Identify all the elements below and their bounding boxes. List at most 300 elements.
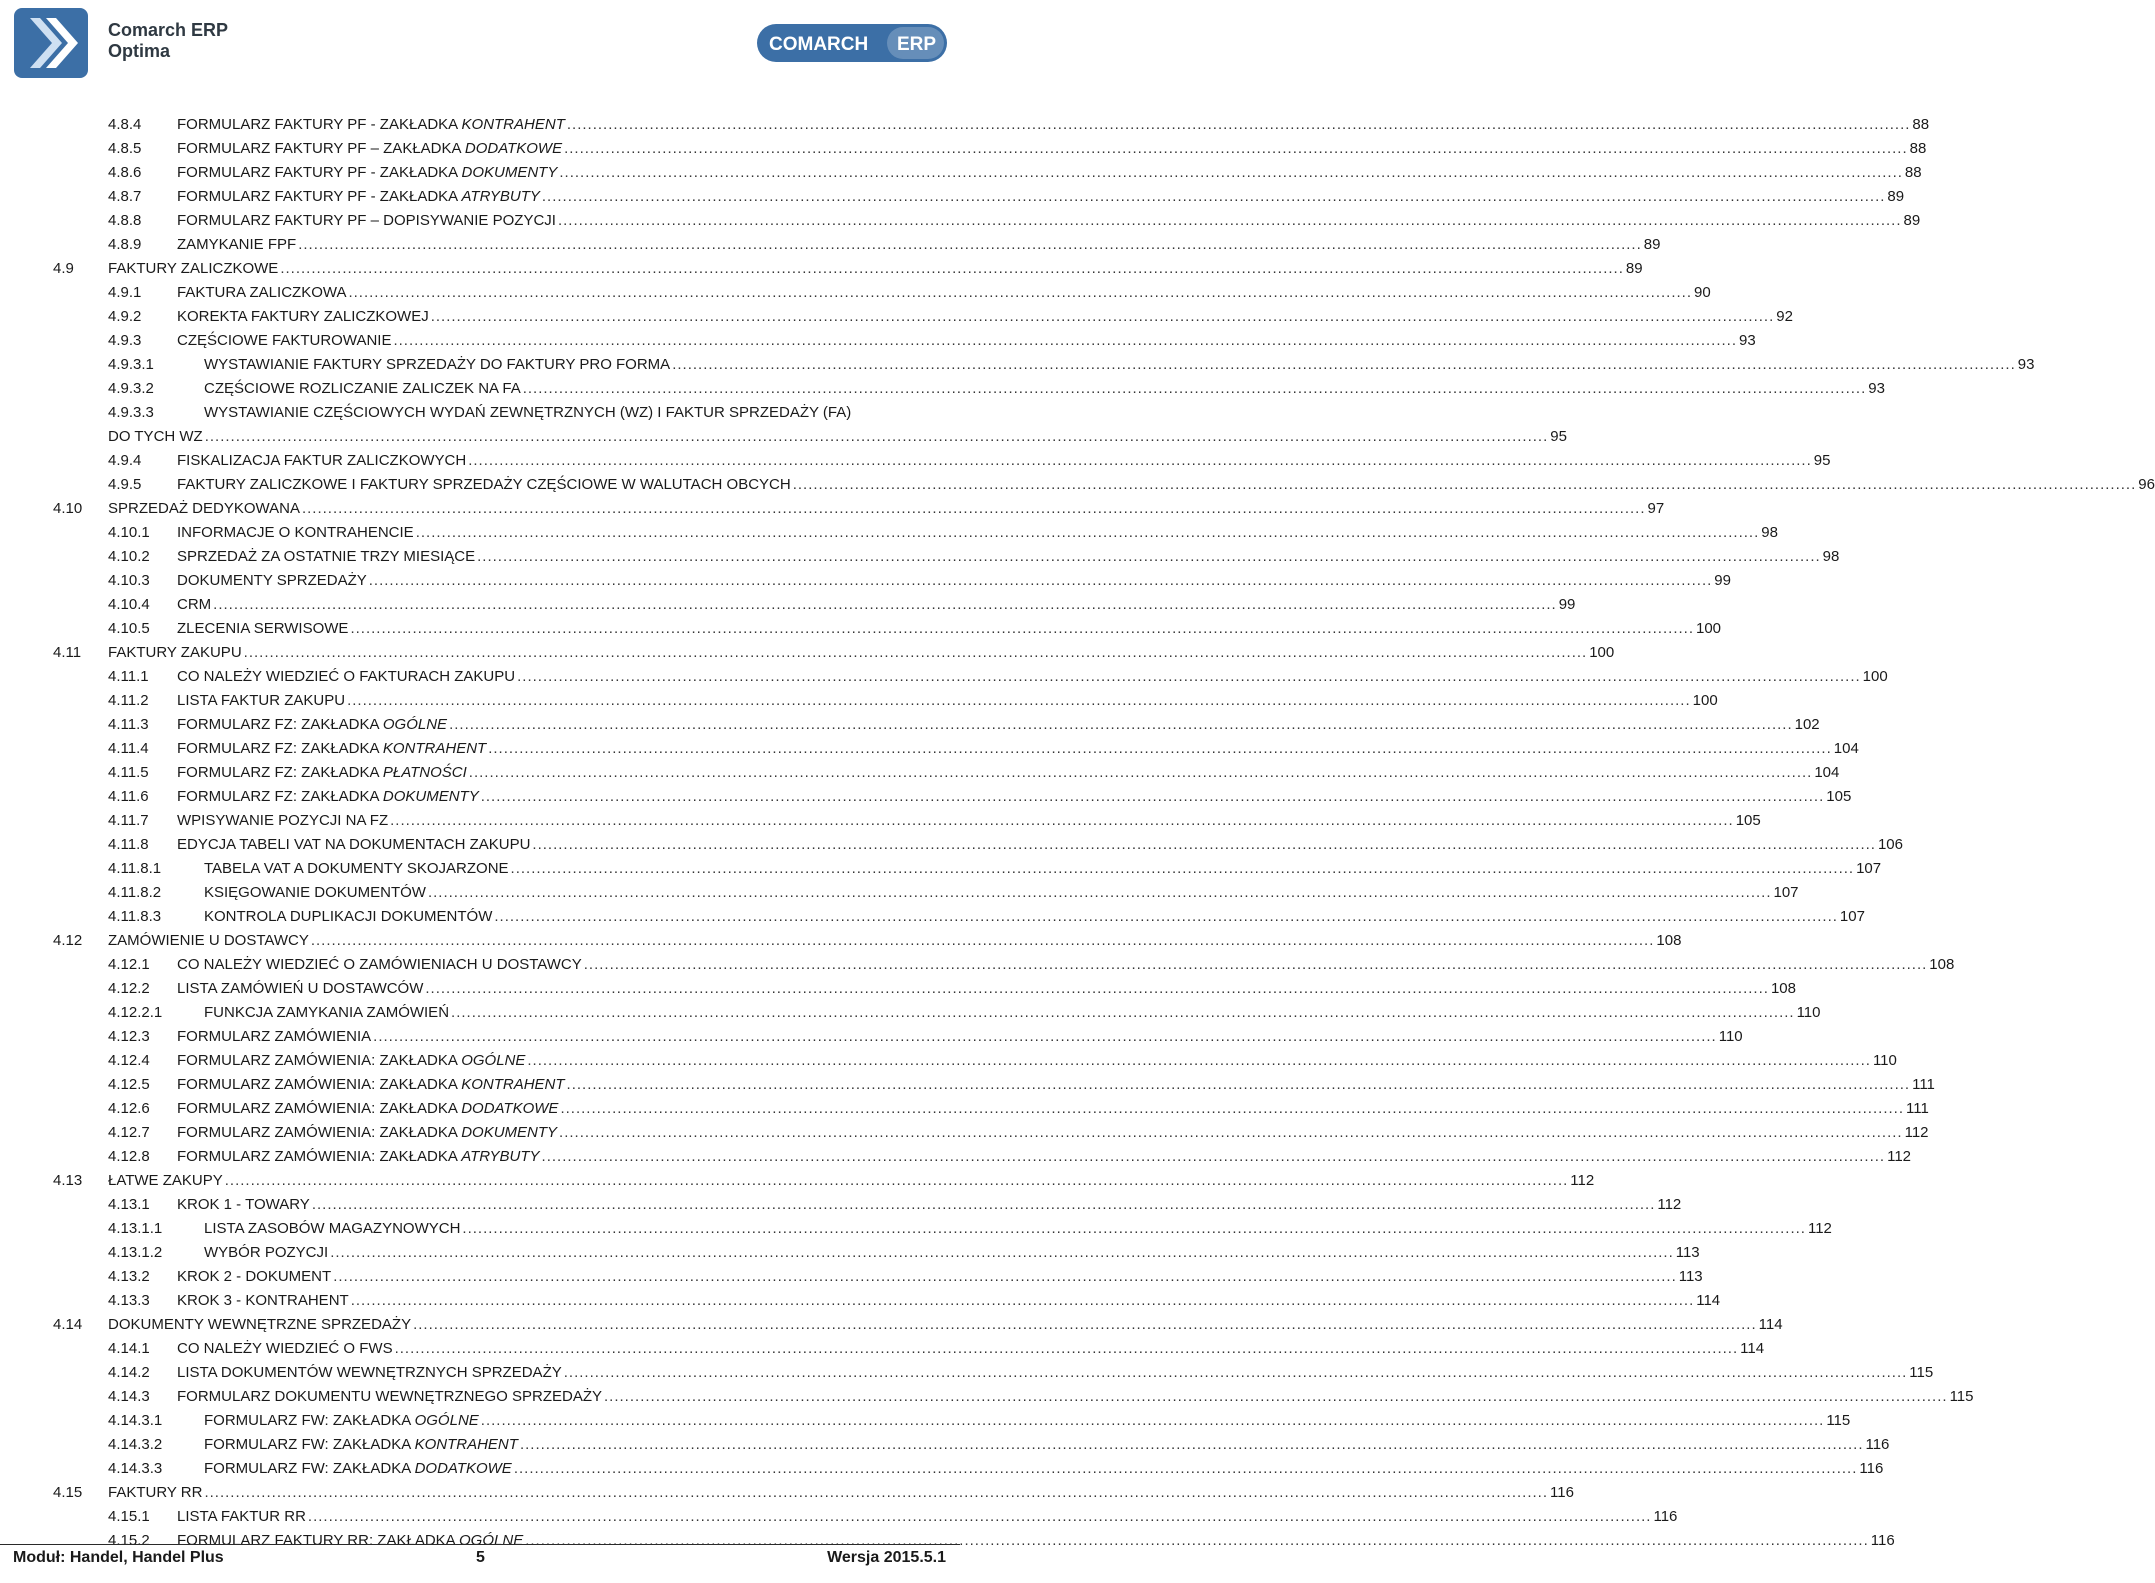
toc-entry-title — [108, 1313, 411, 1337]
dot-leader: .................................................................................................................................................................................................................................................................... — [425, 980, 1769, 997]
toc-entry[interactable] — [0, 1073, 1935, 1097]
toc-entry-line — [177, 233, 1661, 257]
toc-entry-page: 113 — [1678, 1268, 1703, 1285]
toc-entry[interactable] — [0, 593, 1576, 617]
toc-entry-title-text: KSIĘGOWANIE DOKUMENTÓW — [204, 884, 426, 901]
toc-entry-title — [177, 1361, 562, 1385]
toc-entry[interactable] — [0, 113, 1930, 137]
toc-entry-number: 4.13.1.1 — [108, 1220, 163, 1237]
dot-leader: .................................................................................................................................................................................................................................................................... — [333, 1268, 1677, 1285]
toc-entry[interactable] — [0, 1241, 1700, 1265]
toc-entry-title-text: LISTA FAKTUR ZAKUPU — [177, 692, 346, 709]
toc-entry-title-italic: OGÓLNE — [382, 716, 448, 733]
toc-entry-line — [177, 1265, 1703, 1289]
toc-entry[interactable] — [0, 1121, 1929, 1145]
toc-entry-line — [177, 737, 1859, 761]
toc-entry-title — [177, 593, 211, 617]
toc-entry-line — [204, 1001, 1821, 1025]
toc-entry-number: 4.9 — [53, 260, 74, 277]
toc-entry-number: 4.11.8.3 — [108, 908, 162, 925]
toc-entry-number: 4.9.3.3 — [108, 404, 154, 421]
toc-entry-page: 116 — [1865, 1436, 1890, 1453]
toc-entry-page: 89 — [1903, 212, 1921, 229]
toc-entry-title — [177, 1049, 525, 1073]
toc-entry[interactable] — [0, 881, 1799, 905]
toc-entry[interactable] — [0, 1409, 1851, 1433]
page-footer — [0, 1544, 960, 1573]
toc-entry-number: 4.10.2 — [108, 548, 150, 565]
toc-entry-page: 90 — [1694, 284, 1711, 301]
toc-entry-title-italic: ATRYBUTY — [461, 188, 540, 205]
toc-entry-line — [204, 1433, 1890, 1457]
toc-entry-line — [177, 329, 1756, 353]
toc-entry-line — [108, 929, 1682, 953]
toc-entry[interactable] — [0, 1217, 1832, 1241]
dot-leader: .................................................................................................................................................................................................................................................................... — [298, 236, 1642, 253]
toc-entry[interactable] — [0, 281, 1711, 305]
toc-entry-title-text: FORMULARZ FAKTURY PF - ZAKŁADKA — [177, 188, 462, 205]
toc-entry-line — [177, 1289, 1721, 1313]
toc-entry-page: 93 — [1739, 332, 1756, 349]
toc-entry-line — [177, 569, 1731, 593]
toc-entry[interactable] — [0, 185, 1905, 209]
toc-entry-number: 4.10 — [53, 500, 83, 517]
toc-entry[interactable] — [0, 377, 1885, 401]
toc-entry-line — [108, 425, 1567, 449]
toc-entry-title — [177, 1097, 558, 1121]
toc-entry-line — [177, 665, 1888, 689]
toc-entry[interactable] — [0, 977, 1796, 1001]
toc-entry-title-text: FAKTURY ZALICZKOWE — [108, 260, 279, 277]
toc-entry-number: 4.11.5 — [108, 764, 149, 781]
toc-entry-page: 112 — [1657, 1196, 1682, 1213]
toc-entry-page: 116 — [1859, 1460, 1884, 1477]
toc-entry-title-text: FISKALIZACJA FAKTUR ZALICZKOWYCH — [177, 452, 467, 469]
toc-entry-page: 111 — [1905, 1100, 1929, 1117]
dot-leader: .................................................................................................................................................................................................................................................................... — [480, 1412, 1825, 1429]
dot-leader: .................................................................................................................................................................................................................................................................... — [468, 452, 1812, 469]
toc-entry-title-italic: DOKUMENTY — [382, 788, 479, 805]
toc-entry-title-text: FORMULARZ ZAMÓWIENIA: ZAKŁADKA — [177, 1124, 462, 1141]
toc-entry[interactable] — [0, 497, 1665, 521]
toc-entry-title-text: FORMULARZ FZ: ZAKŁADKA — [177, 740, 383, 757]
toc-entry-title-text: FORMULARZ DOKUMENTU WEWNĘTRZNEGO SPRZEDAŻY — [177, 1388, 603, 1405]
dot-leader: .................................................................................................................................................................................................................................................................... — [311, 1196, 1656, 1213]
dot-leader: .................................................................................................................................................................................................................................................................... — [373, 1028, 1717, 1045]
toc-entry[interactable] — [0, 161, 1922, 185]
toc-entry-title — [204, 1433, 518, 1457]
toc-entry[interactable] — [0, 1049, 1897, 1073]
toc-entry-number: 4.9.2 — [108, 308, 142, 325]
toc-entry-number: 4.9.1 — [108, 284, 142, 301]
toc-entry[interactable] — [0, 761, 1840, 785]
toc-entry-title — [177, 161, 557, 185]
toc-entry-title — [204, 857, 509, 881]
toc-entry[interactable] — [0, 857, 1882, 881]
toc-entry-title-text: LISTA FAKTUR RR — [177, 1508, 306, 1525]
toc-entry-title — [177, 569, 367, 593]
toc-entry-line — [177, 1121, 1929, 1145]
dot-leader: .................................................................................................................................................................................................................................................................... — [494, 908, 1838, 925]
toc-entry-title-text: CRM — [177, 596, 212, 613]
toc-entry-title-text: ZLECENIA SERWISOWE — [177, 620, 349, 637]
toc-entry-number: 4.14.2 — [108, 1364, 150, 1381]
toc-entry[interactable] — [0, 1145, 1912, 1169]
toc-entry-page: 112 — [1807, 1220, 1832, 1237]
toc-entry-page: 114 — [1758, 1316, 1783, 1333]
toc-entry[interactable] — [0, 401, 960, 425]
toc-entry-title-italic: KONTRAHENT — [461, 1076, 565, 1093]
toc-entry-title — [177, 1385, 602, 1409]
toc-entry-number: 4.9.3 — [108, 332, 142, 349]
toc-entry-line — [204, 881, 1799, 905]
toc-entry-page: 95 — [1550, 428, 1567, 445]
dot-leader: .................................................................................................................................................................................................................................................................... — [213, 596, 1557, 613]
toc-entry-title — [177, 665, 515, 689]
toc-entry-title-italic: OGÓLNE — [459, 1532, 524, 1549]
toc-entry-title — [177, 545, 475, 569]
toc-entry-number: 4.13.1.2 — [108, 1244, 163, 1261]
toc-entry[interactable] — [0, 617, 1722, 641]
toc-entry-line — [177, 977, 1796, 1001]
toc-entry[interactable] — [0, 1361, 1934, 1385]
toc-entry-line — [177, 785, 1852, 809]
dot-leader: .................................................................................................................................................................................................................................................................... — [559, 1124, 1903, 1141]
toc-entry[interactable] — [0, 713, 1820, 737]
toc-entry[interactable] — [0, 329, 1756, 353]
dot-leader: .................................................................................................................................................................................................................................................................... — [204, 1484, 1549, 1501]
dot-leader: .................................................................................................................................................................................................................................................................... — [566, 116, 1911, 133]
toc-entry[interactable] — [0, 665, 1888, 689]
toc-entry[interactable] — [0, 1025, 1743, 1049]
toc-entry[interactable] — [0, 1001, 1821, 1025]
toc-entry-page: 104 — [1814, 764, 1840, 781]
toc-entry-number: 4.14.3.1 — [108, 1412, 163, 1429]
toc-entry-page: 105 — [1735, 812, 1761, 829]
toc-entry-line — [177, 1505, 1678, 1529]
toc-entry-title — [177, 185, 540, 209]
toc-entry-title — [177, 689, 345, 713]
toc-entry-page: 100 — [1695, 620, 1722, 637]
toc-entry[interactable] — [0, 473, 2155, 497]
dot-leader: .................................................................................................................................................................................................................................................................... — [427, 884, 1772, 901]
toc-entry[interactable] — [0, 785, 1852, 809]
toc-entry-number: 4.11.3 — [108, 716, 149, 733]
erp-logo-badge: ERP — [897, 34, 937, 55]
dot-leader: .................................................................................................................................................................................................................................................................... — [449, 716, 1793, 733]
toc-entry-line — [177, 1025, 1743, 1049]
toc-entry[interactable] — [0, 233, 1661, 257]
toc-entry-title-text: FORMULARZ FZ: ZAKŁADKA — [177, 716, 383, 733]
toc-entry-page: 105 — [1826, 788, 1852, 805]
footer-module: Moduł: Handel, Handel Plus — [13, 1549, 224, 1566]
toc-entry[interactable] — [0, 569, 1731, 593]
toc-entry-page: 88 — [1904, 164, 1922, 181]
toc-entry-title — [177, 281, 346, 305]
toc-entry-line — [177, 209, 1921, 233]
toc-entry-line — [177, 1361, 1934, 1385]
dot-leader: .................................................................................................................................................................................................................................................................... — [566, 1076, 1911, 1093]
toc-entry-page: 114 — [1740, 1340, 1765, 1357]
toc-entry[interactable] — [0, 1337, 1765, 1361]
toc-entry-line — [177, 305, 1793, 329]
toc-entry-title — [177, 809, 388, 833]
toc-entry-title-text: CZĘŚCIOWE FAKTUROWANIE — [177, 332, 392, 349]
toc-entry[interactable] — [0, 545, 1840, 569]
toc-entry-title — [204, 1001, 449, 1025]
toc-entry-title-text: FORMULARZ ZAMÓWIENIA: ZAKŁADKA — [177, 1076, 462, 1093]
dot-leader: .................................................................................................................................................................................................................................................................... — [559, 164, 1903, 181]
toc-entry-title-text: FAKTURY ZALICZKOWE I FAKTURY SPRZEDAŻY CZĘŚCIOWE W WALUTACH OBCYCH — [177, 476, 791, 493]
toc-entry[interactable] — [0, 1169, 1595, 1193]
toc-entry-title — [177, 521, 414, 545]
toc-entry-number: 4.8.4 — [108, 116, 142, 133]
toc-entry[interactable] — [0, 641, 1615, 665]
toc-entry-title-text: LISTA ZAMÓWIEŃ U DOSTAWCÓW — [177, 980, 424, 997]
toc-entry[interactable] — [0, 137, 1927, 161]
dot-leader: .................................................................................................................................................................................................................................................................... — [350, 1292, 1695, 1309]
toc-entry-title — [177, 1505, 306, 1529]
toc-entry-page: 116 — [1870, 1532, 1895, 1549]
toc-entry-number: 4.12.4 — [108, 1052, 150, 1069]
toc-entry-line — [108, 257, 1643, 281]
toc-entry[interactable] — [0, 929, 1682, 953]
toc-entry-line — [177, 833, 1903, 857]
dot-leader: .................................................................................................................................................................................................................................................................... — [557, 212, 1902, 229]
toc-entry[interactable] — [0, 689, 1718, 713]
toc-entry[interactable] — [0, 209, 1921, 233]
toc-entry[interactable] — [0, 953, 1955, 977]
toc-entry-title-italic: DODATKOWE — [461, 1100, 559, 1117]
dot-leader: .................................................................................................................................................................................................................................................................... — [583, 956, 1928, 973]
toc-entry-title — [204, 1217, 460, 1241]
toc-entry-number: 4.12 — [53, 932, 83, 949]
dot-leader: .................................................................................................................................................................................................................................................................... — [451, 1004, 1795, 1021]
toc-entry-title-text: SPRZEDAŻ ZA OSTATNIE TRZY MIESIĄCE — [177, 548, 476, 565]
toc-entry-title-text: ZAMYKANIE FPF — [177, 236, 297, 253]
dot-leader: .................................................................................................................................................................................................................................................................... — [415, 524, 1760, 541]
comarch-erp-logo-icon — [757, 24, 947, 62]
toc-entry-page: 112 — [1570, 1172, 1595, 1189]
toc-entry-page: 111 — [1912, 1076, 1935, 1093]
toc-entry-page: 107 — [1856, 860, 1882, 877]
toc-entry[interactable] — [0, 305, 1793, 329]
toc-entry-page: 104 — [1833, 740, 1859, 757]
toc-entry-number: 4.12.8 — [108, 1148, 150, 1165]
dot-leader: .................................................................................................................................................................................................................................................................... — [513, 1460, 1858, 1477]
toc-entry-title — [204, 1409, 479, 1433]
toc-entry-title-text: EDYCJA TABELI VAT NA DOKUMENTACH ZAKUPU — [177, 836, 531, 853]
toc-entry[interactable] — [0, 1505, 1678, 1529]
dot-leader: .................................................................................................................................................................................................................................................................... — [541, 1148, 1886, 1165]
toc-entry-page: 93 — [1868, 380, 1885, 397]
toc-entry-title — [177, 1289, 349, 1313]
toc-entry-line — [177, 1193, 1682, 1217]
toc-entry-title-text: FORMULARZ FW: ZAKŁADKA — [204, 1436, 415, 1453]
toc-entry-title — [177, 833, 530, 857]
toc-entry-line — [177, 137, 1927, 161]
toc-entry-number: 4.11.7 — [108, 812, 149, 829]
dot-leader: .................................................................................................................................................................................................................................................................... — [310, 932, 1655, 949]
toc-entry-title — [204, 377, 521, 401]
toc-entry[interactable] — [0, 449, 1831, 473]
toc-entry-number: 4.13 — [53, 1172, 83, 1189]
toc-entry-number: 4.8.7 — [108, 188, 142, 205]
toc-entry-line — [177, 161, 1922, 185]
toc-entry-number: 4.10.1 — [108, 524, 150, 541]
toc-entry-title-text: CZĘŚCIOWE ROZLICZANIE ZALICZEK NA FA — [204, 380, 521, 397]
dot-leader: .................................................................................................................................................................................................................................................................... — [368, 572, 1713, 589]
toc-entry-page: 99 — [1558, 596, 1576, 613]
toc-entry-page: 88 — [1909, 140, 1927, 157]
toc-entry[interactable] — [0, 833, 1903, 857]
toc-entry-line — [204, 377, 1885, 401]
toc-entry[interactable] — [0, 737, 1859, 761]
dot-leader: .................................................................................................................................................................................................................................................................... — [430, 308, 1775, 325]
toc-entry-line — [204, 353, 2035, 377]
toc-entry-number: 4.9.4 — [108, 452, 142, 469]
toc-entry-title — [204, 1241, 328, 1265]
dot-leader: .................................................................................................................................................................................................................................................................... — [488, 740, 1832, 757]
toc-entry-title-text: FAKTURY RR — [108, 1484, 203, 1501]
toc-entry-number: 4.11.8.2 — [108, 884, 162, 901]
toc-entry-title-text: FORMULARZ FW: ZAKŁADKA — [204, 1412, 415, 1429]
toc-entry-number: 4.15.2 — [108, 1532, 150, 1549]
brand-line2: Optima — [108, 41, 171, 61]
toc-entry-page: 115 — [1949, 1388, 1974, 1405]
toc-entry[interactable] — [0, 521, 1778, 545]
toc-entry[interactable] — [0, 1433, 1890, 1457]
toc-entry-title — [177, 209, 556, 233]
toc-entry-page: 98 — [1761, 524, 1778, 541]
toc-entry-title-text: LISTA DOKUMENTÓW WEWNĘTRZNYCH SPRZEDAŻY — [177, 1364, 562, 1381]
toc-entry-title — [177, 1265, 331, 1289]
toc-entry[interactable] — [0, 1193, 1682, 1217]
toc-entry[interactable] — [0, 353, 2035, 377]
dot-leader: .................................................................................................................................................................................................................................................................... — [243, 644, 1588, 661]
toc-entry[interactable] — [0, 1385, 1974, 1409]
toc-entry-title — [177, 953, 582, 977]
toc-entry-title-text: CO NALEŻY WIEDZIEĆ O FWS — [177, 1340, 393, 1357]
toc-entry-page: 97 — [1647, 500, 1665, 517]
toc-entry-page: 96 — [2138, 476, 2155, 493]
toc-entry-number: 4.8.9 — [108, 236, 142, 253]
toc-entry-page: 108 — [1770, 980, 1796, 997]
toc-entry-number: 4.13.3 — [108, 1292, 150, 1309]
toc-entry-title — [177, 1193, 310, 1217]
toc-entry-page: 95 — [1813, 452, 1831, 469]
toc-entry-title-italic: KONTRAHENT — [461, 116, 565, 133]
dot-leader: .................................................................................................................................................................................................................................................................... — [510, 860, 1855, 877]
toc-entry-title-text: FORMULARZ ZAMÓWIENIA: ZAKŁADKA — [177, 1100, 462, 1117]
toc-entry-number: 4.13.1 — [108, 1196, 150, 1213]
toc-entry-number: 4.11.1 — [108, 668, 149, 685]
toc-entry-page: 89 — [1643, 236, 1661, 253]
toc-entry[interactable] — [0, 1481, 1574, 1505]
toc-entry-title — [204, 353, 670, 377]
toc-entry-line — [177, 449, 1831, 473]
toc-entry-page: 89 — [1887, 188, 1905, 205]
dot-leader: .................................................................................................................................................................................................................................................................... — [519, 1436, 1864, 1453]
toc-entry-page: 106 — [1877, 836, 1903, 853]
toc-entry-number: 4.11.6 — [108, 788, 149, 805]
toc-entry-title — [177, 785, 479, 809]
toc-entry[interactable] — [0, 257, 1643, 281]
toc-entry-title — [177, 713, 447, 737]
toc-entry-number: 4.14 — [53, 1316, 83, 1333]
toc-entry-title-text: FORMULARZ FAKTURY PF - ZAKŁADKA — [177, 116, 462, 133]
toc-entry-title — [177, 473, 791, 497]
toc-entry-page: 115 — [1826, 1412, 1851, 1429]
toc-entry[interactable] — [0, 1313, 1783, 1337]
dot-leader: .................................................................................................................................................................................................................................................................... — [330, 1244, 1674, 1261]
toc-entry[interactable] — [0, 809, 1761, 833]
toc-entry-title-italic: DODATKOWE — [414, 1460, 512, 1477]
toc-entry-number: 4.8.8 — [108, 212, 142, 229]
toc-entry-line — [177, 617, 1722, 641]
dot-leader: .................................................................................................................................................................................................................................................................... — [468, 764, 1813, 781]
toc-entry-line — [204, 1457, 1884, 1481]
toc-entry-title-text: FORMULARZ ZAMÓWIENIA: ZAKŁADKA — [177, 1148, 462, 1165]
toc-entry-title-text: ZAMÓWIENIE U DOSTAWCY — [108, 932, 309, 949]
toc-entry-page: 116 — [1653, 1508, 1678, 1525]
toc-entry-title-text: FORMULARZ FAKTURY PF – DOPISYWANIE POZYCJI — [177, 212, 556, 229]
toc-entry-title — [108, 1169, 223, 1193]
toc-entry[interactable] — [0, 425, 1567, 449]
dot-leader: .................................................................................................................................................................................................................................................................... — [792, 476, 2137, 493]
toc-entry-title-text: FAKTURA ZALICZKOWA — [177, 284, 347, 301]
toc-entry-title-text: WYSTAWIANIE CZĘŚCIOWYCH WYDAŃ ZEWNĘTRZNYCH (WZ) I FAKTUR SPRZEDAŻY (FA) — [204, 404, 852, 421]
toc-entry-title-text: FORMULARZ FAKTURY PF - ZAKŁADKA — [177, 164, 462, 181]
toc-entry-number: 4.11.4 — [108, 740, 149, 757]
toc-entry-number: 4.12.2 — [108, 980, 150, 997]
toc-entry-title-italic: OGÓLNE — [461, 1052, 526, 1069]
toc-entry-title-text: SPRZEDAŻ DEDYKOWANA — [108, 500, 300, 517]
toc-entry-number: 4.15.1 — [108, 1508, 150, 1525]
toc-entry-title-text: CO NALEŻY WIEDZIEĆ O ZAMÓWIENIACH U DOSTAWCY — [177, 956, 582, 973]
dot-leader: .................................................................................................................................................................................................................................................................... — [564, 140, 1908, 157]
toc-entry-title — [177, 977, 423, 1001]
dot-leader: .................................................................................................................................................................................................................................................................... — [347, 692, 1691, 709]
toc-entry-page: 112 — [1904, 1124, 1929, 1141]
toc-entry-line — [177, 1049, 1897, 1073]
toc-entry-page: 110 — [1796, 1004, 1821, 1021]
toc-entry[interactable] — [0, 1457, 1884, 1481]
dot-leader: .................................................................................................................................................................................................................................................................... — [307, 1508, 1652, 1525]
toc-entry-page: 110 — [1718, 1028, 1743, 1045]
dot-leader: .................................................................................................................................................................................................................................................................... — [224, 1172, 1569, 1189]
toc-entry-number: 4.13.2 — [108, 1268, 150, 1285]
toc-entry-number: 4.11.8.1 — [108, 860, 162, 877]
toc-entry-title — [177, 233, 296, 257]
toc-entry-line — [177, 185, 1905, 209]
toc-entry-title-text: FORMULARZ FZ: ZAKŁADKA — [177, 788, 383, 805]
toc-entry-line — [204, 905, 1865, 929]
toc-entry[interactable] — [0, 1265, 1703, 1289]
toc-entry-number: 4.14.3 — [108, 1388, 150, 1405]
toc-entry-title — [108, 641, 242, 665]
toc-entry-title-italic: KONTRAHENT — [414, 1436, 518, 1453]
toc-entry[interactable] — [0, 905, 1865, 929]
toc-entry[interactable] — [0, 1289, 1721, 1313]
toc-entry-line — [204, 1241, 1700, 1265]
toc-entry-number: 4.11.8 — [108, 836, 149, 853]
toc-entry-number: 4.11.2 — [108, 692, 149, 709]
toc-entry-title-text: FUNKCJA ZAMYKANIA ZAMÓWIEŃ — [204, 1004, 450, 1021]
toc-entry-page: 93 — [2017, 356, 2035, 373]
toc-entry[interactable] — [0, 1097, 1929, 1121]
toc-entry-number: 4.12.5 — [108, 1076, 150, 1093]
